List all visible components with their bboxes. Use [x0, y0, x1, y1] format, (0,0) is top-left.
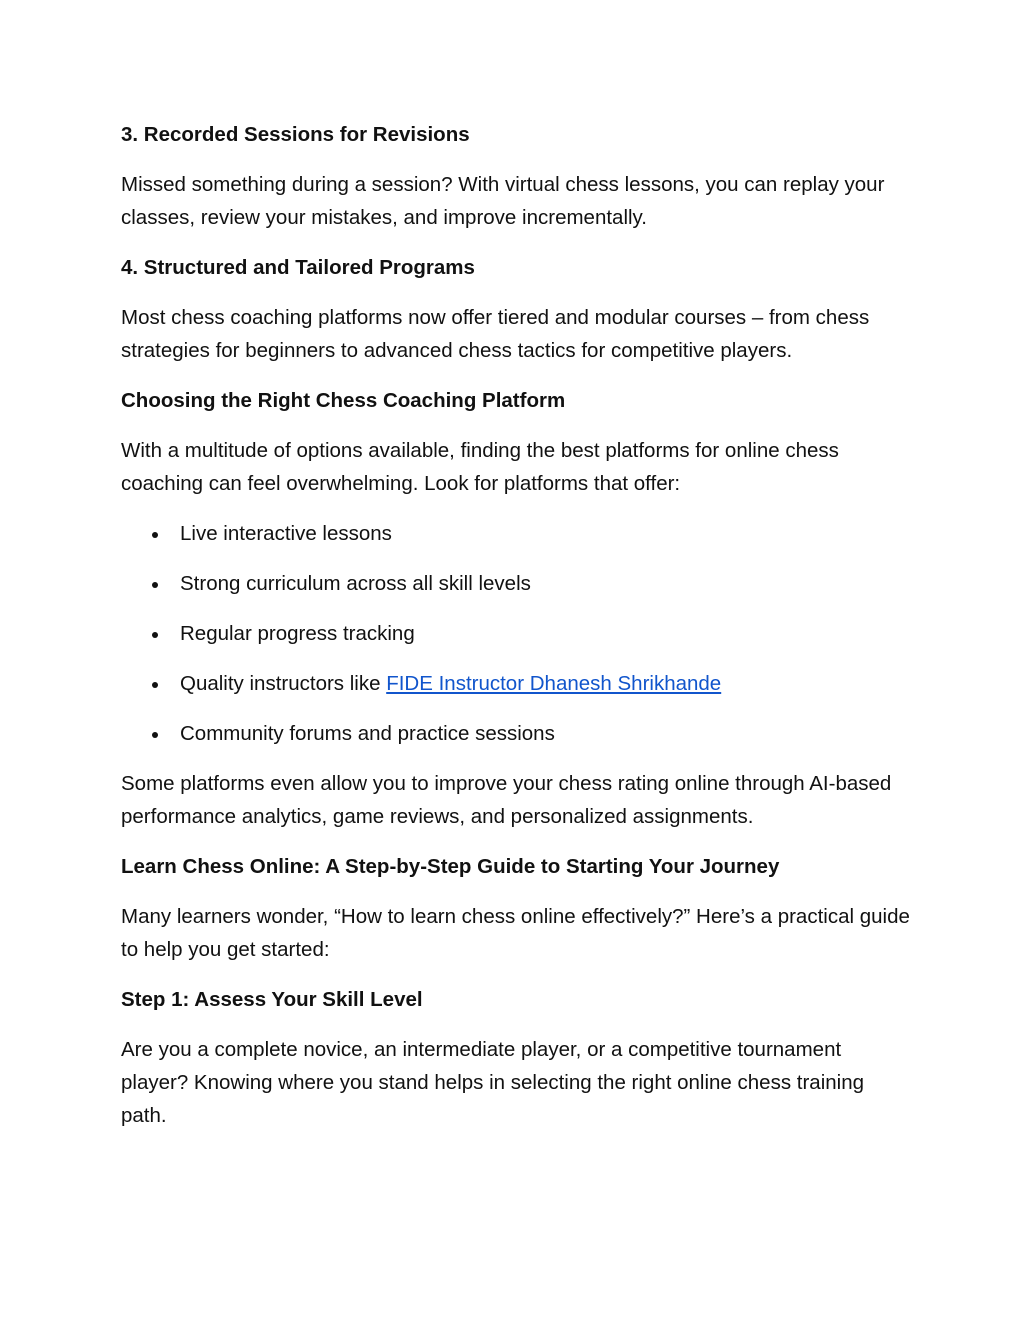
list-item: [121, 667, 911, 700]
paragraph-learn-chess-online: Many learners wonder, “How to learn chess online effectively?” Here’s a practical guide to help you get started:: [121, 905, 910, 961]
list-item: [121, 617, 911, 650]
heading-structured-programs: 4. Structured and Tailored Programs: [121, 256, 475, 279]
list-item-text: Community forums and practice sessions: [180, 722, 555, 745]
heading-recorded-sessions: 3. Recorded Sessions for Revisions: [121, 123, 470, 146]
list-item-text: Strong curriculum across all skill levels: [180, 572, 531, 595]
fide-instructor-link[interactable]: FIDE Instructor Dhanesh Shrikhande: [386, 672, 722, 695]
paragraph-choosing-platform: With a multitude of options available, finding the best platforms for online chess coaching can feel overwhelming. Look for platforms that offer:: [121, 439, 839, 495]
bullet-icon: [152, 632, 158, 638]
bullet-icon: [152, 682, 158, 688]
list-item-text: Regular progress tracking: [180, 622, 415, 645]
list-item: [121, 717, 911, 750]
heading-step-1: Step 1: Assess Your Skill Level: [121, 988, 423, 1011]
paragraph-structured-programs: Most chess coaching platforms now offer tiered and modular courses – from chess strategies for beginners to advanced chess tactics for competitive players.: [121, 306, 870, 362]
list-item: [121, 567, 911, 600]
heading-learn-chess-online: Learn Chess Online: A Step-by-Step Guide to Starting Your Journey: [121, 855, 780, 878]
bullet-icon: [152, 732, 158, 738]
list-item: [121, 517, 911, 550]
document-body: [121, 118, 911, 1149]
list-item-text: Quality instructors like: [180, 672, 387, 695]
paragraph-recorded-sessions: Missed something during a session? With virtual chess lessons, you can replay your classes, review your mistakes, and improve incrementally.: [121, 173, 885, 229]
heading-choosing-platform: Choosing the Right Chess Coaching Platform: [121, 389, 566, 412]
bullet-icon: [152, 532, 158, 538]
paragraph-ai-analytics: Some platforms even allow you to improve your chess rating online through AI-based performance analytics, game reviews, and personalized assignments.: [121, 772, 892, 828]
platform-features-list: [121, 517, 911, 750]
paragraph-step-1: Are you a complete novice, an intermediate player, or a competitive tournament player? Knowing where you stand helps in selecting the right online chess training path.: [121, 1038, 865, 1127]
list-item-text: Live interactive lessons: [180, 522, 392, 545]
bullet-icon: [152, 582, 158, 588]
